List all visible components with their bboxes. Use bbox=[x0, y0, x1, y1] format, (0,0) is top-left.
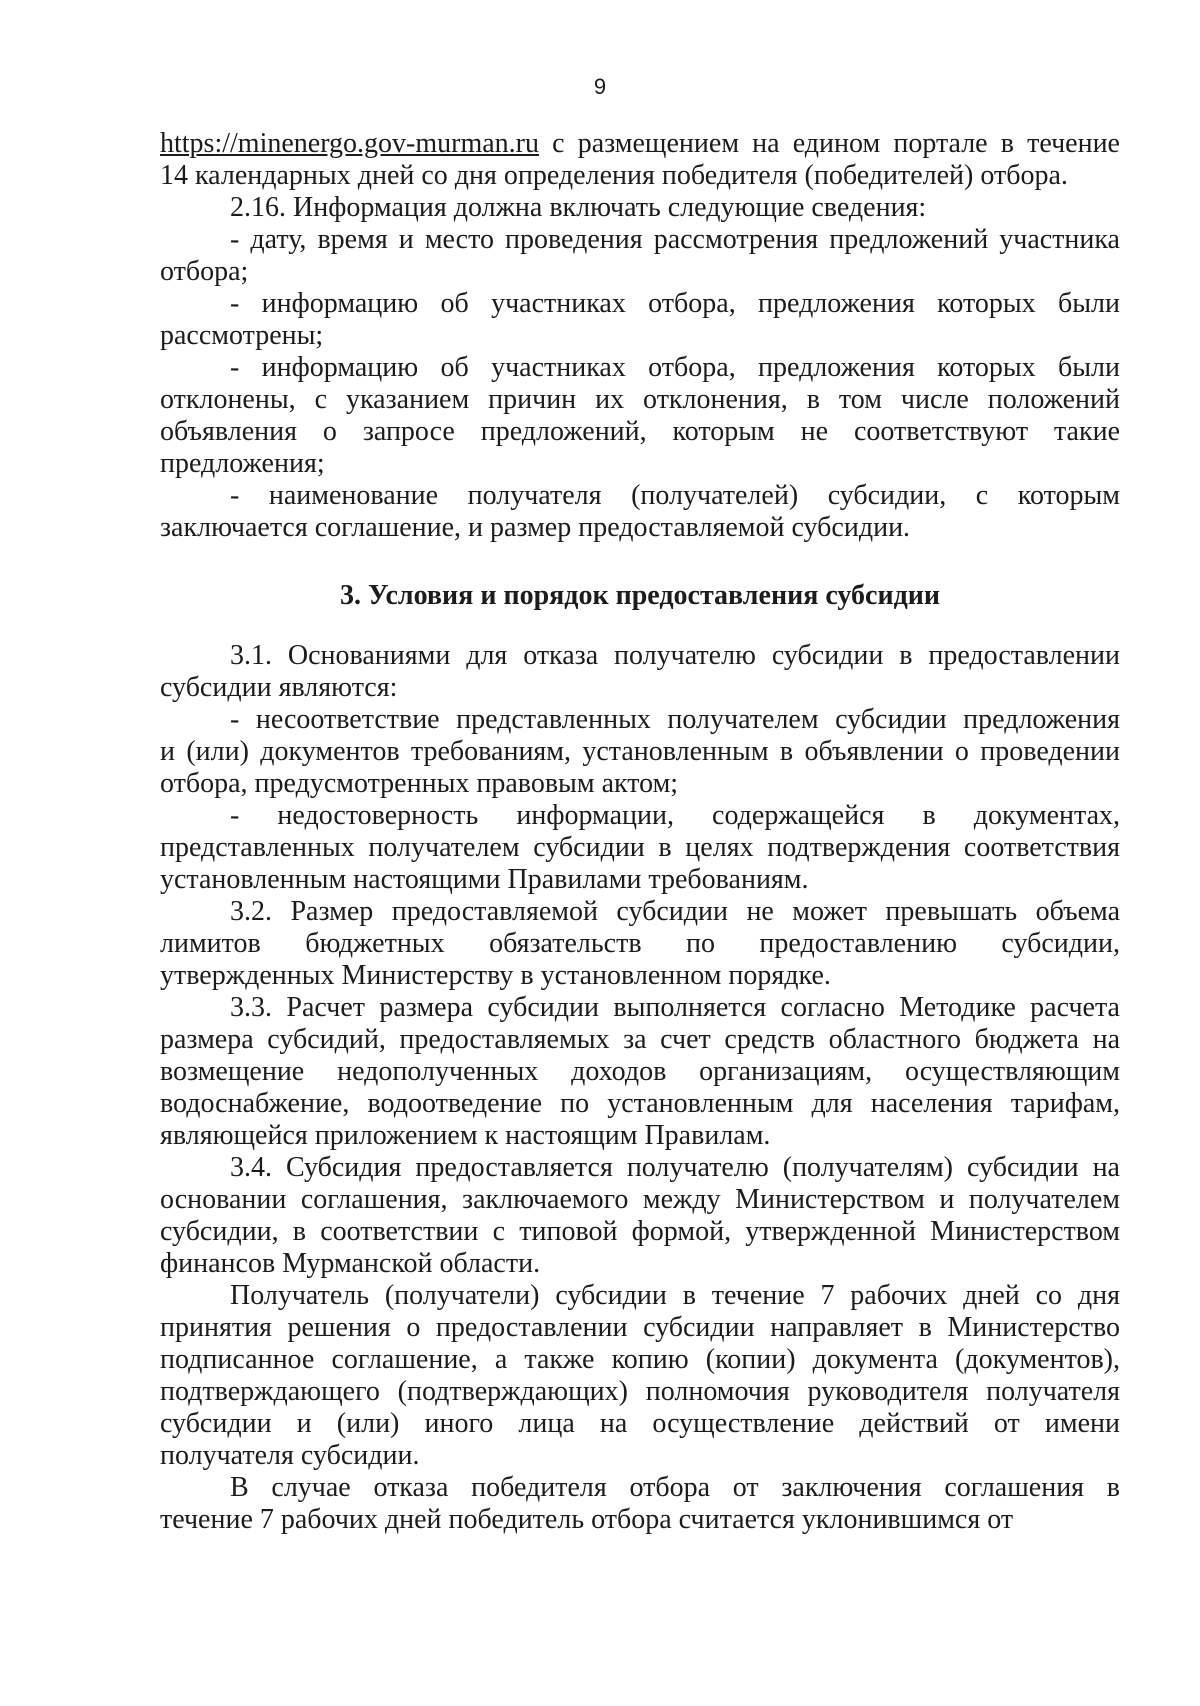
intro-line-1 bbox=[160, 128, 1120, 160]
section3-paragraph bbox=[160, 704, 1120, 800]
section3-paragraph bbox=[160, 992, 1120, 1152]
section3-line: подтверждающего (подтверждающих) полномочия руководителя получателя bbox=[160, 1376, 1120, 1407]
section2-item-line: заключается соглашение, и размер предоставляемой субсидии. bbox=[160, 512, 911, 543]
section3-paragraph bbox=[160, 1280, 1120, 1472]
section3-line: Получатель (получатели) субсидии в течение 7 рабочих дней со дня bbox=[230, 1280, 1120, 1311]
section3-line: водоснабжение, водоотведение по установленным для населения тарифам, bbox=[160, 1088, 1120, 1119]
paragraph-2-16-text: 2.16. Информация должна включать следующие сведения: bbox=[230, 192, 927, 223]
section3-body bbox=[160, 640, 1120, 1536]
intro-line-2: 14 календарных дней со дня определения победителя (победителей) отбора. bbox=[160, 160, 1068, 191]
section3-line: В случае отказа победителя отбора от заключения соглашения в bbox=[230, 1472, 1120, 1503]
section3-line: лимитов бюджетных обязательств по предоставлению субсидии, bbox=[160, 928, 1120, 959]
ministry-website-link[interactable]: https://minenergo.gov-murman.ru bbox=[160, 128, 539, 159]
section3-line: 3.3. Расчет размера субсидии выполняется согласно Методике расчета bbox=[230, 992, 1120, 1023]
section3-line: - недостоверность информации, содержащейся в документах, bbox=[230, 800, 1120, 831]
section3-paragraph bbox=[160, 1472, 1120, 1536]
section3-line: 3.4. Субсидия предоставляется получателю (получателям) субсидии на bbox=[230, 1152, 1120, 1183]
section3-line: основании соглашения, заключаемого между Министерством и получателем bbox=[160, 1184, 1120, 1215]
section2-item-line: - дату, время и место проведения рассмотрения предложений участника bbox=[230, 224, 1120, 255]
section3-line: возмещение недополученных доходов организациям, осуществляющим bbox=[160, 1056, 1120, 1087]
paragraph-2-16 bbox=[160, 192, 1120, 224]
section3-line: подписанное соглашение, а также копию (копии) документа (документов), bbox=[160, 1344, 1120, 1375]
section2-item-paragraph bbox=[160, 352, 1120, 480]
section3-line: течение 7 рабочих дней победитель отбора считается уклонившимся от bbox=[160, 1504, 1014, 1535]
section3-line: - несоответствие представленных получателем субсидии предложения bbox=[230, 704, 1120, 735]
section2-item-paragraph bbox=[160, 288, 1120, 352]
section3-paragraph bbox=[160, 640, 1120, 704]
section3-line: представленных получателем субсидии в целях подтверждения соответствия bbox=[160, 832, 1120, 863]
section-3-heading: 3. Условия и порядок предоставления субсидии bbox=[339, 580, 941, 611]
section3-line: финансов Мурманской области. bbox=[160, 1248, 541, 1279]
section3-line: принятия решения о предоставлении субсидии направляет в Министерство bbox=[160, 1312, 1120, 1343]
section3-line: утвержденных Министерству в установленном порядке. bbox=[160, 960, 831, 991]
section2-item-line: отбора; bbox=[160, 256, 249, 287]
document-body bbox=[160, 128, 1120, 1536]
section3-line: субсидии и (или) иного лица на осуществление действий от имени bbox=[160, 1408, 1120, 1439]
section2-item-line: рассмотрены; bbox=[160, 320, 324, 351]
section3-paragraph bbox=[160, 1152, 1120, 1280]
section2-item-line: отклонены, с указанием причин их отклонения, в том числе положений bbox=[160, 384, 1120, 415]
section2-item-line: предложения; bbox=[160, 448, 325, 479]
section3-paragraph bbox=[160, 896, 1120, 992]
section3-line: 3.1. Основаниями для отказа получателю субсидии в предоставлении bbox=[230, 640, 1120, 671]
section3-line: отбора, предусмотренных правовым актом; bbox=[160, 768, 679, 799]
section3-line: субсидии, в соответствии с типовой формой, утвержденной Министерством bbox=[160, 1216, 1120, 1247]
intro-paragraph bbox=[160, 128, 1120, 192]
section2-item-line: объявления о запросе предложений, которым не соответствуют такие bbox=[160, 416, 1120, 447]
section2-item-paragraph bbox=[160, 480, 1120, 544]
section3-line: установленным настоящими Правилами требованиям. bbox=[160, 864, 809, 895]
section2-item-line: - информацию об участниках отбора, предложения которых были bbox=[230, 288, 1120, 319]
intro-line-1-rest: с размещением на едином портале в течение bbox=[538, 128, 1120, 159]
section2-item-line: - наименование получателя (получателей) субсидии, с которым bbox=[230, 480, 1120, 511]
section3-line: размера субсидий, предоставляемых за счет средств областного бюджета на bbox=[160, 1024, 1120, 1055]
section3-line: получателя субсидии. bbox=[160, 1440, 420, 1471]
section3-paragraph bbox=[160, 800, 1120, 896]
section3-line: субсидии являются: bbox=[160, 672, 398, 703]
section2-item-line: - информацию об участниках отбора, предложения которых были bbox=[230, 352, 1120, 383]
section2-item-paragraph bbox=[160, 224, 1120, 288]
section3-line: являющейся приложением к настоящим Правилам. bbox=[160, 1120, 771, 1151]
page-number: 9 bbox=[593, 74, 607, 99]
section3-line: и (или) документов требованиям, установленным в объявлении о проведении bbox=[160, 736, 1120, 767]
section3-line: 3.2. Размер предоставляемой субсидии не может превышать объема bbox=[230, 896, 1120, 927]
section2-list bbox=[160, 224, 1120, 544]
